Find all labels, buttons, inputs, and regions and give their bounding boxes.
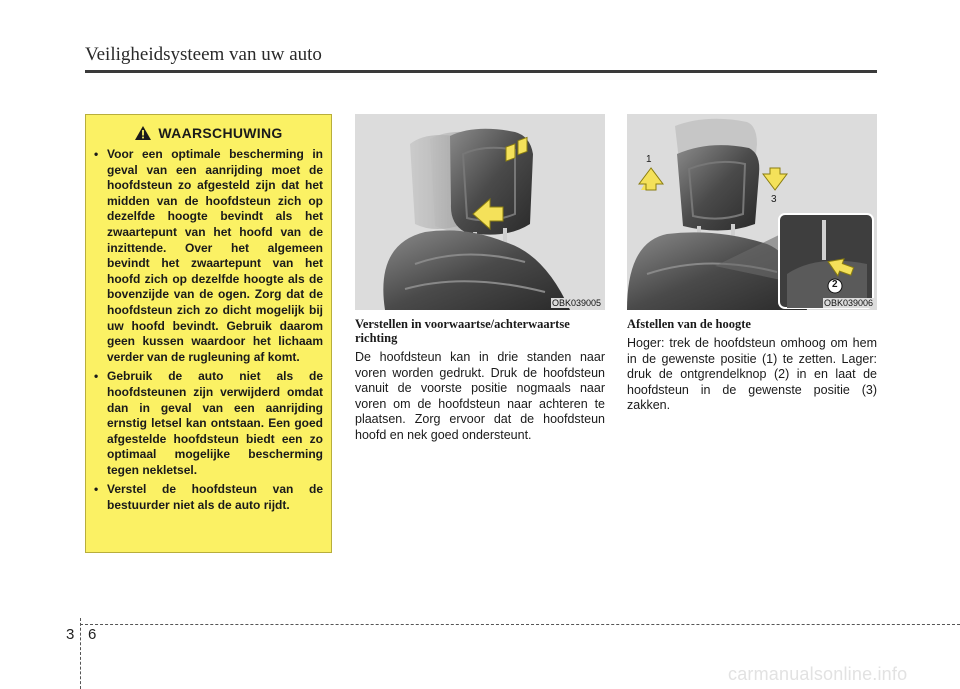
figure-label-3: 3 xyxy=(771,194,777,205)
figure-label-2: 2 xyxy=(832,279,838,290)
warning-item-text: Verstel de hoofdsteun van de bestuurder niet als de auto rijdt. xyxy=(107,482,323,513)
figure-code: OBK039006 xyxy=(823,298,873,308)
section-body: De hoofdsteun kan in drie standen naar voren worden gedrukt. Druk de hoofdsteun vanuit de voorste positie nogmaals naar voren om de hoofdsteun naar achteren te plaatsen. Zorg ervoor dat de hoofdsteun hoofd en nek goed ondersteunt. xyxy=(355,350,605,442)
headrest-height-figure xyxy=(627,114,877,310)
header-rule xyxy=(85,70,877,73)
headrest-forward-illustration xyxy=(355,114,605,310)
warning-heading xyxy=(94,125,323,141)
bullet: • xyxy=(94,482,99,497)
warning-item-text: Gebruik de auto niet als de hoofdsteunen zijn verwijderd omdat dan in geval van een aanrijding ernstig letsel kan ontstaan. Een goed afgestelde hoofdsteun biedt een zo optimaal mogelijke bescherming tegen nekletsel. xyxy=(107,369,323,477)
front-back-section xyxy=(355,317,605,444)
warning-box xyxy=(85,114,332,553)
bullet: • xyxy=(94,369,99,384)
warning-title: WAARSCHUWING xyxy=(158,125,283,141)
warning-item xyxy=(94,482,323,513)
page-number: 6 xyxy=(88,626,97,643)
figure-code: OBK039005 xyxy=(551,298,601,308)
warning-item xyxy=(94,147,323,365)
chapter-number: 3 xyxy=(66,626,75,643)
warning-item-text: Voor een optimale bescherming in geval van een aanrijding moet de hoofdsteun zo afgesteld zijn dat het midden van de hoofdsteun zich op dezelfde hoogte bevindt als het zwaartepunt van het hoofd van de inzittende. Over het algemeen bevindt het zwaartepunt van het hoofd zich op dezelfde hoogte als de bovenzijde van de ogen. Zorg dat de hoofdsteun zich zo dicht mogelijk bij uw hoofd bevindt. Gebruik daarom geen kussen waardoor het lichaam verder van de rugleuning af komt. xyxy=(107,147,323,364)
footer-vertical-rule xyxy=(80,618,82,689)
headrest-forward-figure xyxy=(355,114,605,310)
footer-horizontal-rule xyxy=(80,624,960,625)
watermark: carmanualsonline.info xyxy=(728,664,908,684)
warning-triangle-icon xyxy=(134,125,152,141)
height-section xyxy=(627,317,877,414)
bullet: • xyxy=(94,147,99,161)
figure-label-1: 1 xyxy=(646,154,652,165)
section-heading: Afstellen van de hoogte xyxy=(627,317,751,331)
warning-item xyxy=(94,369,323,478)
section-body: Hoger: trek de hoofdsteun omhoog om hem in de gewenste positie (1) te zetten. Lager: druk de ontgrendelknop (2) in en laat de hoofdsteun in de gewenste positie (3) zakken. xyxy=(627,336,877,413)
headrest-height-illustration xyxy=(627,114,877,310)
section-heading: Verstellen in voorwaartse/achterwaartse richting xyxy=(355,317,570,345)
page-header-title: Veiligheidsysteem van uw auto xyxy=(85,44,322,65)
warning-list xyxy=(94,147,323,514)
